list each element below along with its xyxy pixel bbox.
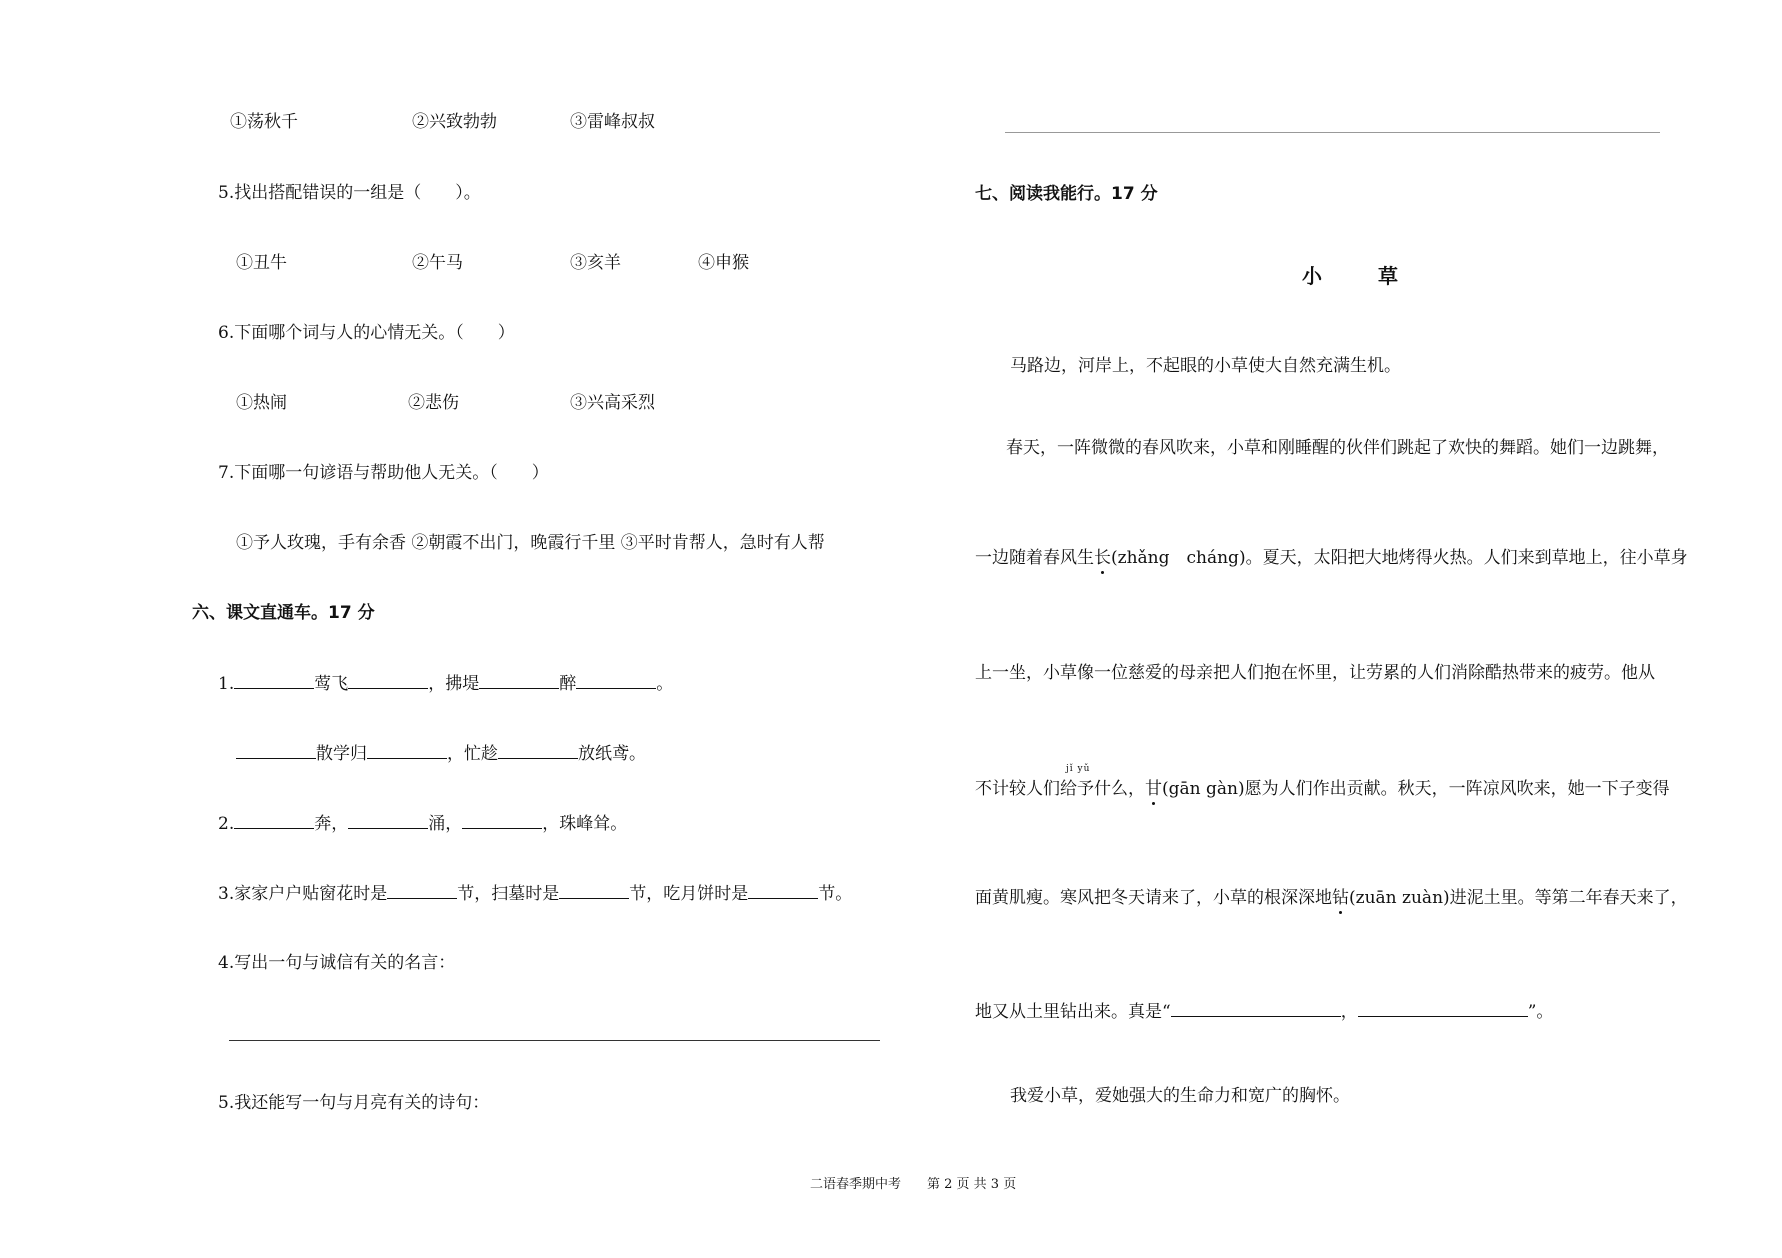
blank[interactable] xyxy=(348,673,428,689)
blank[interactable] xyxy=(348,813,428,829)
option-1: ①荡秋千 xyxy=(230,112,298,132)
text: 醉 xyxy=(559,674,577,694)
dotted-char: 长 xyxy=(1094,548,1111,568)
passage-title: 小 草 xyxy=(1302,264,1416,288)
blank[interactable] xyxy=(462,813,542,829)
option-2: ②悲伤 xyxy=(408,393,459,413)
paragraph-2-line-4 xyxy=(975,779,1670,799)
text: ，珠峰耸。 xyxy=(542,814,628,834)
question-6: 6.下面哪个词与人的心情无关。（ ） xyxy=(218,323,515,343)
question-5: 5.找出搭配错误的一组是（ ）。 xyxy=(218,183,481,203)
q-number: 1. xyxy=(218,674,235,694)
blank[interactable] xyxy=(387,883,457,899)
text: ， xyxy=(1340,1002,1358,1022)
question-7: 7.下面哪一句谚语与帮助他人无关。（ ） xyxy=(218,463,549,483)
option-4: ④申猴 xyxy=(698,253,749,273)
option-1: ①热闹 xyxy=(236,393,287,413)
text: 地又从土里钻出来。真是“ xyxy=(975,1002,1171,1022)
paragraph-2-line-2 xyxy=(975,548,1688,568)
blank[interactable] xyxy=(234,813,314,829)
section-7-heading: 七、阅读我能行。17 分 xyxy=(975,184,1158,204)
s6-question-3 xyxy=(218,883,852,904)
text: (zuān zuàn)进泥土里。等第二年春天来了， xyxy=(1349,888,1688,908)
text: 奔， xyxy=(314,814,349,834)
option-3: ③兴高采烈 xyxy=(570,393,655,413)
s6-question-5: 5.我还能写一句与月亮有关的诗句： xyxy=(218,1093,490,1113)
paragraph-2-line-1: 春天，一阵微微的春风吹来，小草和刚睡醒的伙伴们跳起了欢快的舞蹈。她们一边跳舞， xyxy=(1006,438,1669,458)
option-2: ②午马 xyxy=(412,253,463,273)
s6-question-1-line-2 xyxy=(236,743,646,764)
blank[interactable] xyxy=(1171,1001,1341,1017)
text: 散学归 xyxy=(316,744,367,764)
paragraph-1: 马路边，河岸上，不起眼的小草使大自然充满生机。 xyxy=(1010,356,1401,376)
paragraph-2-line-3: 上一坐，小草像一位慈爱的母亲把人们抱在怀里，让劳累的人们消除酷热带来的疲劳。他从 xyxy=(975,663,1655,683)
text: ，忙趁 xyxy=(447,744,498,764)
answer-line[interactable] xyxy=(1005,132,1660,133)
text: 面黄肌瘦。寒风把冬天请来了，小草的根深深地 xyxy=(975,888,1332,908)
text: ，拂堤 xyxy=(428,674,480,694)
text: 节。 xyxy=(818,884,853,904)
pinyin-annotation: jǐ yǔ xyxy=(1066,764,1091,774)
option-3: ③亥羊 xyxy=(570,253,621,273)
blank[interactable] xyxy=(367,743,447,759)
q7-options: ①予人玫瑰，手有余香 ②朝霞不出门，晚霞行千里 ③平时肯帮人，急时有人帮 xyxy=(236,533,825,553)
blank[interactable] xyxy=(234,673,314,689)
s6-question-2 xyxy=(218,813,627,834)
text: (zhǎng cháng)。夏天，太阳把大地烤得火热。人们来到草地上，往小草身 xyxy=(1111,548,1688,568)
text: 节，扫墓时是 xyxy=(457,884,560,904)
section-6-heading: 六、课文直通车。17 分 xyxy=(192,603,375,623)
paragraph-2-line-5 xyxy=(975,888,1688,908)
paragraph-3: 我爱小草，爱她强大的生命力和宽广的胸怀。 xyxy=(1010,1086,1350,1106)
blank[interactable] xyxy=(479,673,559,689)
text: (gān gàn)愿为人们作出贡献。秋天，一阵凉风吹来，她一下子变得 xyxy=(1162,779,1670,799)
text: 。 xyxy=(656,674,674,694)
text: 涌， xyxy=(428,814,463,834)
blank[interactable] xyxy=(559,883,629,899)
blank[interactable] xyxy=(748,883,818,899)
paragraph-2-line-6 xyxy=(975,1001,1553,1022)
text: 不计较人们给予什么， xyxy=(975,779,1145,799)
blank[interactable] xyxy=(236,743,316,759)
option-3: ③雷峰叔叔 xyxy=(570,112,655,132)
q-number: 2. xyxy=(218,814,235,834)
text: 一边随着春风生 xyxy=(975,548,1094,568)
text: 莺飞 xyxy=(314,674,349,694)
option-2: ②兴致勃勃 xyxy=(412,112,497,132)
text: ”。 xyxy=(1527,1002,1554,1022)
answer-line[interactable] xyxy=(229,1040,880,1041)
s6-question-4: 4.写出一句与诚信有关的名言： xyxy=(218,953,456,973)
dotted-char: 甘 xyxy=(1145,779,1162,799)
text: 放纸鸢。 xyxy=(578,744,646,764)
text: 节，吃月饼时是 xyxy=(629,884,749,904)
blank[interactable] xyxy=(576,673,656,689)
option-1: ①丑牛 xyxy=(236,253,287,273)
s6-question-1 xyxy=(218,673,673,694)
dotted-char: 钻 xyxy=(1332,888,1349,908)
page-footer: 二语春季期中考 第 2 页 共 3 页 xyxy=(810,1177,1017,1192)
text: 3.家家户户贴窗花时是 xyxy=(218,884,388,904)
blank[interactable] xyxy=(498,743,578,759)
blank[interactable] xyxy=(1358,1001,1528,1017)
